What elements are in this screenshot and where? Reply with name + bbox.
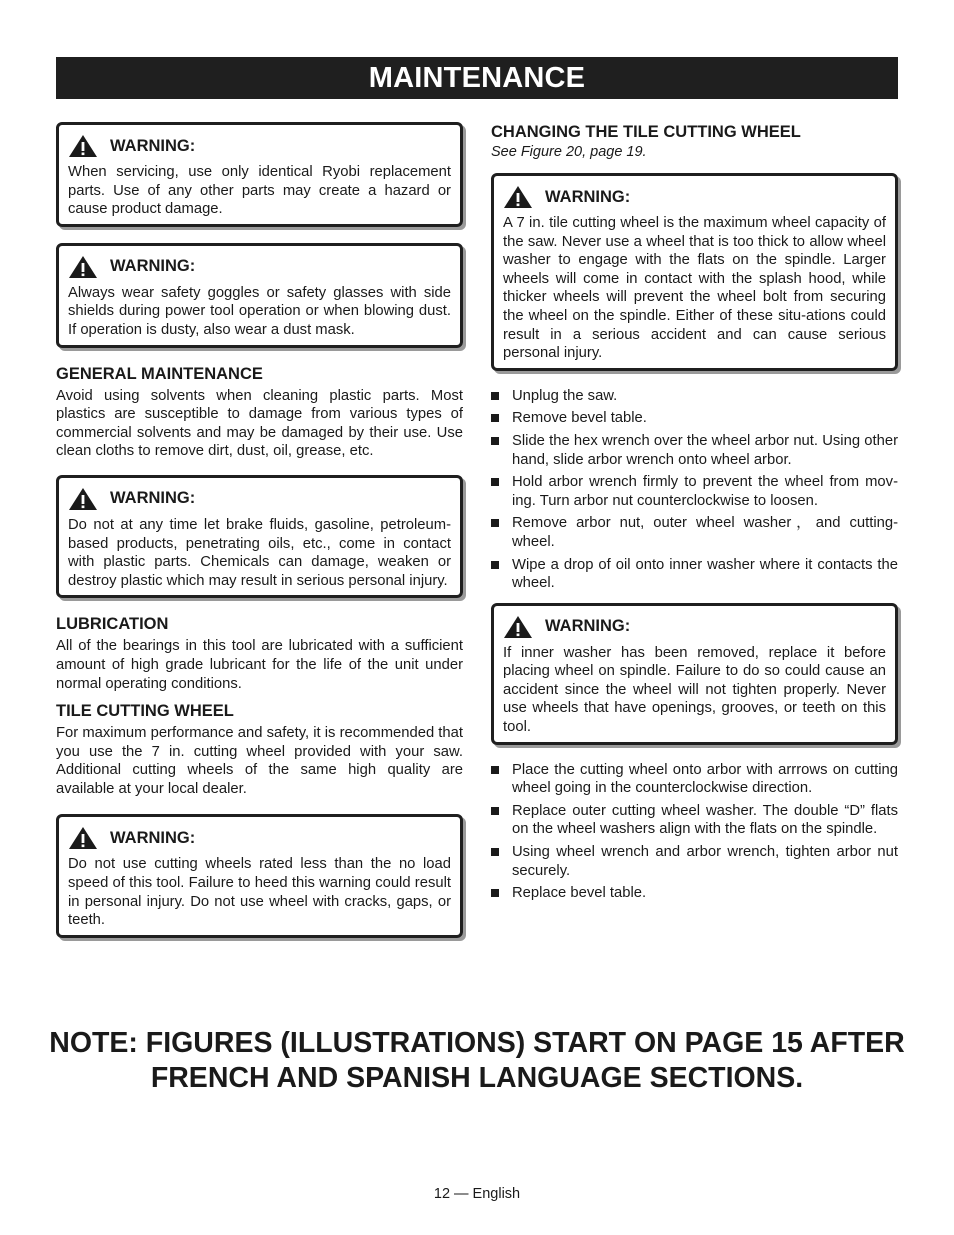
warning-title: WARNING:	[545, 617, 631, 636]
warning-box-chemicals	[56, 475, 463, 598]
bullet-square-icon	[491, 848, 499, 856]
list-item: Wipe a drop of oil onto inner washer where it contacts the wheel.	[491, 556, 898, 593]
section-text-lubrication: All of the bearings in this tool are lubricated with a sufficient amount of high grade lubricant for the life of the unit under normal operating conditions.	[56, 638, 463, 692]
installation-steps-list	[491, 761, 898, 903]
note-line-2: FRENCH AND SPANISH LANGUAGE SECTIONS.	[150, 1062, 804, 1094]
section-heading-tile-cutting-wheel: TILE CUTTING WHEEL	[56, 702, 234, 721]
bullet-square-icon	[491, 437, 499, 445]
note-line-1: NOTE: FIGURES (ILLUSTRATIONS) START ON PAGE 15 AFTER	[49, 1027, 905, 1059]
warning-triangle-icon	[68, 255, 98, 279]
warning-triangle-icon	[503, 185, 533, 209]
warning-title: WARNING:	[110, 489, 196, 508]
right-column	[491, 122, 898, 913]
warning-box-wheel-capacity	[491, 173, 898, 371]
warning-box-wheel-rating	[56, 814, 463, 937]
warning-title: WARNING:	[545, 187, 631, 206]
figure-reference: See Figure 20, page 19.	[491, 144, 647, 160]
left-column	[56, 122, 463, 954]
section-heading-changing-wheel: CHANGING THE TILE CUTTING WHEEL	[491, 123, 801, 141]
warning-title: WARNING:	[110, 828, 196, 847]
bullet-square-icon	[491, 414, 499, 422]
warning-title: WARNING:	[110, 257, 196, 276]
section-heading-lubrication: LUBRICATION	[56, 615, 169, 634]
list-item: Unplug the saw.	[491, 387, 898, 406]
bullet-square-icon	[491, 766, 499, 774]
section-text-general-maintenance: Avoid using solvents when cleaning plastic parts. Most plastics are susceptible to damage from various types of commercial solvents and may be damaged by their use. Use clean cloths to remove dirt, dust, oil, grease, etc.	[56, 387, 463, 460]
section-text-tile-cutting-wheel: For maximum performance and safety, it is recommended that you use the 7 in. cutting wheel provided with your saw. Additional cutting wheels of the same high quality are available at your local dealer.	[56, 725, 463, 797]
bullet-square-icon	[491, 519, 499, 527]
warning-triangle-icon	[68, 487, 98, 511]
warning-text: If inner washer has been removed, replace it before placing wheel on spindle. Failure to do so could cause an accident since the wheel will not tighten properly. Never use wheels that have openings, grooves, or teeth on this tool.	[503, 644, 886, 736]
warning-box-safety-goggles	[56, 243, 463, 348]
list-item: Remove arbor nut, outer wheel washer，and cutting-wheel.	[491, 514, 898, 551]
warning-triangle-icon	[68, 134, 98, 158]
warning-box-replacement-parts	[56, 122, 463, 227]
bullet-square-icon	[491, 807, 499, 815]
page-number: 12 — English	[433, 1186, 521, 1202]
warning-text: Do not use cutting wheels rated less than the no load speed of this tool. Failure to heed this warning could result in personal injury. Do not use wheel with cracks, gaps, or teeth.	[68, 856, 451, 929]
list-item: Using wheel wrench and arbor wrench, tighten arbor nut securely.	[491, 843, 898, 880]
removal-steps-list	[491, 387, 898, 593]
warning-box-inner-washer	[491, 603, 898, 745]
figures-note	[40, 1026, 914, 1096]
list-item: Place the cutting wheel onto arbor with arrrows on cutting wheel going in the counterclockwise direction.	[491, 761, 898, 798]
warning-text: Always wear safety goggles or safety glasses with side shields during power tool operation or when blowing dust. If operation is dusty, also wear a dust mask.	[68, 284, 451, 338]
list-item: Slide the hex wrench over the wheel arbor nut. Using other hand, slide arbor wrench onto wheel arbor.	[491, 432, 898, 469]
bullet-square-icon	[491, 392, 499, 400]
page-title: MAINTENANCE	[56, 57, 898, 99]
list-item: Remove bevel table.	[491, 409, 898, 428]
list-item: Replace outer cutting wheel washer. The double “D” flats on the wheel washers align with the flats on the spindle.	[491, 802, 898, 839]
warning-text: Do not at any time let brake fluids, gasoline, petroleum-based products, penetrating oils, etc., come in contact with plastic parts. Chemicals can damage, weaken or destroy plastic which may result in serious personal injury.	[68, 516, 451, 589]
warning-title: WARNING:	[110, 136, 196, 155]
warning-text: When servicing, use only identical Ryobi replacement parts. Use of any other parts may create a hazard or cause product damage.	[68, 164, 451, 218]
bullet-square-icon	[491, 561, 499, 569]
warning-triangle-icon	[503, 615, 533, 639]
warning-text: A 7 in. tile cutting wheel is the maximum wheel capacity of the saw. Never use a wheel that is too thick to allow wheel washer to engage with the flats on the spindle. Larger wheels will come in contact with the splash hood, while thicker wheels will prevent the wheel bolt from securing the wheel on the spindle. Either of these situ-ations could result in a serious accident and can cause serious personal injury.	[503, 215, 886, 362]
warning-triangle-icon	[68, 826, 98, 850]
section-heading-general-maintenance: GENERAL MAINTENANCE	[56, 364, 263, 383]
bullet-square-icon	[491, 889, 499, 897]
bullet-square-icon	[491, 478, 499, 486]
list-item: Replace bevel table.	[491, 884, 898, 903]
list-item: Hold arbor wrench firmly to prevent the wheel from mov-ing. Turn arbor nut counterclockwise to loosen.	[491, 473, 898, 510]
